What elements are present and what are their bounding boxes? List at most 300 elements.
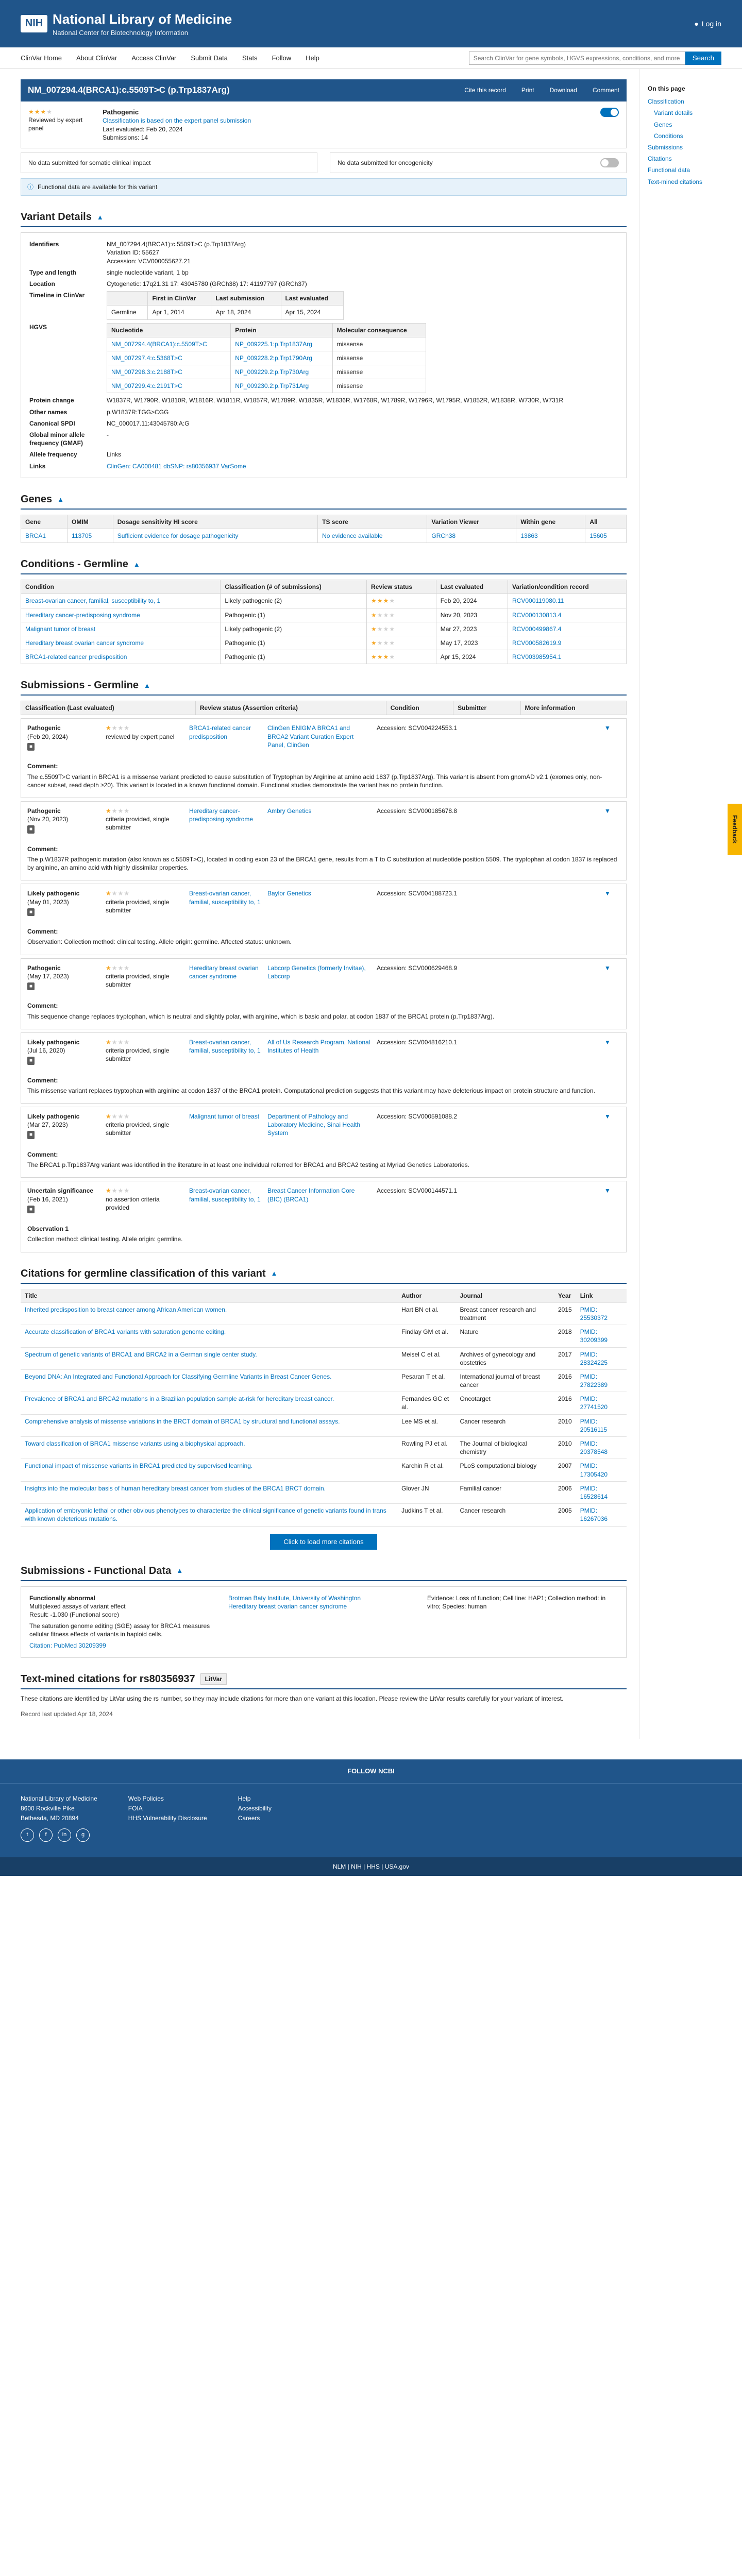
timeline-cell: Apr 1, 2014: [148, 306, 211, 319]
condition-stars: ★★★★: [367, 594, 436, 608]
gene-omim[interactable]: 113705: [68, 529, 113, 543]
sidebar-item-submissions[interactable]: Submissions: [648, 143, 683, 151]
allele-frequency-label: Allele frequency: [29, 451, 77, 459]
external-links[interactable]: ClinGen: CA000481 dbSNP: rs80356937 VarSome: [107, 462, 246, 470]
citations-header: Link: [576, 1289, 627, 1303]
variant-headline: [21, 79, 627, 101]
gene-within[interactable]: 13863: [516, 529, 585, 543]
submission-submitter[interactable]: Breast Cancer Information Core (BIC) (BRCA1): [267, 1187, 355, 1203]
hgvs-table: [107, 323, 426, 394]
submission-classification: [27, 1187, 99, 1213]
comment-button[interactable]: Comment: [592, 87, 619, 94]
variant-details-box: [21, 232, 627, 478]
condition-classification: Likely pathogenic (2): [221, 622, 367, 636]
gene-all[interactable]: 15605: [585, 529, 627, 543]
submission-review: [106, 1187, 183, 1213]
submissions-header: Classification (Last evaluated): [21, 701, 196, 715]
collapse-icon[interactable]: ▲: [143, 682, 150, 690]
condition-name[interactable]: Malignant tumor of breast: [21, 622, 221, 636]
clinvar-nav: [0, 47, 742, 69]
condition-rcv[interactable]: RCV000582619.9: [508, 636, 627, 650]
timeline-cell: Germline: [107, 306, 148, 319]
submissions-header-table: [21, 701, 627, 715]
footer-link[interactable]: Careers: [238, 1814, 260, 1822]
footer-link[interactable]: Accessibility: [238, 1804, 272, 1812]
citation-row: [21, 1437, 627, 1459]
citation-title[interactable]: Inherited predisposition to breast cancer among African American women.: [21, 1302, 397, 1325]
submission-submitter[interactable]: Ambry Genetics: [267, 807, 312, 815]
contributing-badge: ■: [27, 1057, 35, 1065]
expand-icon[interactable]: ▼: [604, 1113, 611, 1121]
citation-title[interactable]: Application of embryonic lethal or other obvious phenotypes to characterize the clinical significance of genetic variants found in trans with known deleterious mutations.: [21, 1504, 397, 1526]
citation-title[interactable]: Insights into the molecular basis of human hereditary breast cancer from studies of the BRCA1 BRCT domain.: [21, 1481, 397, 1503]
collapse-icon[interactable]: ▲: [271, 1269, 278, 1278]
expand-icon[interactable]: ▼: [604, 890, 611, 897]
nlm-logo[interactable]: [21, 10, 232, 38]
functional-title: Submissions - Functional Data: [21, 1565, 172, 1577]
condition-classification: Likely pathogenic (2): [221, 594, 367, 608]
submission-condition[interactable]: Hereditary cancer-predisposing syndrome: [189, 807, 254, 823]
citation-journal: International journal of breast cancer: [456, 1369, 554, 1392]
submission-condition[interactable]: Malignant tumor of breast: [189, 1113, 260, 1121]
submission-classification-value: Pathogenic: [27, 964, 61, 972]
condition-classification: Pathogenic (1): [221, 650, 367, 664]
timeline-cell: Apr 18, 2024: [211, 306, 281, 319]
submission-card: [21, 1107, 627, 1178]
citation-pmid[interactable]: PMID: 30209399: [576, 1325, 627, 1347]
login-button[interactable]: [694, 19, 721, 29]
condition-row: [21, 594, 627, 608]
protein-change-value: W1837R, W1790R, W1810R, W1816R, W1811R, W1857R, W1789R, W1835R, W1836R, W1768R, W1789R, W1796R, W1795R, W1852R, W1838R, W730R, W731R: [107, 397, 564, 404]
contributing-badge: ■: [27, 1131, 35, 1139]
citation-author: Karchin R et al.: [397, 1459, 456, 1481]
submissions-header: Review status (Assertion criteria): [195, 701, 386, 715]
submission-classification-value: Likely pathogenic: [27, 1038, 80, 1046]
citation-title[interactable]: Beyond DNA: An Integrated and Functional Approach for Classifying Germline Variants in Breast Cancer Genes.: [21, 1369, 397, 1392]
gene-row: [21, 529, 627, 543]
social-links: [21, 1828, 97, 1842]
submission-classification: [27, 807, 99, 834]
citation-year: 2018: [554, 1325, 576, 1347]
citations-heading[interactable]: [21, 1267, 627, 1284]
variation-id: Variation ID: 55627: [107, 249, 159, 257]
condition-date: Apr 15, 2024: [436, 650, 508, 664]
gene-ts-score[interactable]: No evidence available: [318, 529, 427, 543]
contributing-badge: ■: [27, 743, 35, 751]
submission-comment-title: Comment:: [27, 1002, 58, 1010]
citations-header: Author: [397, 1289, 456, 1303]
functional-box: [21, 1586, 627, 1658]
submission-classification-value: Pathogenic: [27, 807, 61, 815]
submission-comment-text: The BRCA1 p.Trp1837Arg variant was identified in the literature in at least one individual referred for BRCA1 and BRCA2 testing at Myriad Genetics Laboratories.: [27, 1161, 469, 1169]
footer-help: [238, 1794, 272, 1842]
citation-row: [21, 1414, 627, 1436]
condition-row: [21, 636, 627, 650]
citation-journal: PLoS computational biology: [456, 1459, 554, 1481]
expand-icon[interactable]: ▼: [604, 1187, 611, 1195]
info-icon: ⓘ: [27, 183, 34, 191]
oncogenicity-text: No data submitted for oncogenicity: [338, 159, 433, 166]
citation-year: 2010: [554, 1414, 576, 1436]
submission-count: Submissions: 14: [103, 133, 148, 141]
submission-comment-title: Comment:: [27, 762, 58, 770]
search-input[interactable]: [469, 52, 685, 65]
page-sidebar: [639, 69, 742, 1739]
submission-more-info: Accession: SCV004188723.1: [377, 890, 458, 897]
type-value: single nucleotide variant, 1 bp: [107, 268, 189, 276]
condition-stars: ★★★★: [367, 650, 436, 664]
download-button[interactable]: Download: [549, 87, 577, 94]
citation-row: [21, 1325, 627, 1347]
user-icon: ●: [694, 19, 699, 28]
genes-header: Gene: [21, 515, 68, 529]
citation-year: 2016: [554, 1392, 576, 1414]
hgvs-consequence: missense: [332, 337, 426, 351]
hgvs-protein[interactable]: NP_009229.2:p.Trp730Arg: [231, 365, 332, 379]
submission-card: [21, 718, 627, 798]
citation-title[interactable]: Comprehensive analysis of missense variations in the BRCT domain of BRCA1 by structural and functional assays.: [21, 1414, 397, 1436]
citation-row: [21, 1392, 627, 1414]
submission-classification-value: Pathogenic: [27, 724, 61, 732]
functional-result: Result: -1.030 (Functional score): [29, 1611, 120, 1618]
condition-date: Mar 27, 2023: [436, 622, 508, 636]
hgvs-protein[interactable]: NP_009225.1:p.Trp1837Arg: [231, 337, 332, 351]
submission-card: [21, 801, 627, 880]
gene-symbol[interactable]: BRCA1: [21, 529, 68, 543]
condition-name[interactable]: Hereditary cancer-predisposing syndrome: [21, 608, 221, 622]
nav-stats[interactable]: Stats: [242, 54, 258, 62]
submission-comment: [27, 1150, 620, 1172]
condition-classification: Pathogenic (1): [221, 608, 367, 622]
submission-submitter[interactable]: Labcorp Genetics (formerly Invitae), Labcorp: [267, 964, 366, 980]
functional-data-banner: [21, 178, 627, 196]
contributing-badge: ■: [27, 982, 35, 991]
conditions-header: Variation/condition record: [508, 580, 627, 594]
submission-review: [106, 1112, 183, 1139]
citation-title[interactable]: Accurate classification of BRCA1 variants with saturation genome editing.: [21, 1325, 397, 1347]
hgvs-nucleotide[interactable]: NM_007297.4:c.5368T>C: [107, 351, 231, 365]
submission-more-info: Accession: SCV000185678.8: [377, 807, 458, 815]
condition-rcv[interactable]: RCV003985954.1: [508, 650, 627, 664]
submission-date: (Nov 20, 2023): [27, 816, 69, 823]
citations-header: Title: [21, 1289, 397, 1303]
submission-date: (May 17, 2023): [27, 972, 69, 980]
review-status: [28, 108, 90, 142]
citations-header: Journal: [456, 1289, 554, 1303]
litvar-badge[interactable]: LitVar: [200, 1673, 227, 1685]
citation-author: Hart BN et al.: [397, 1302, 456, 1325]
submission-date: (Feb 20, 2024): [27, 733, 68, 740]
functional-interpretation: Functionally abnormal: [29, 1594, 96, 1602]
genes-header: All: [585, 515, 627, 529]
timeline-header: Last submission: [211, 292, 281, 306]
footer-policies: [128, 1794, 207, 1842]
citation-author: Findlay GM et al.: [397, 1325, 456, 1347]
canonical-spdi-label: Canonical SPDI: [29, 419, 75, 427]
condition-name[interactable]: BRCA1-related cancer predisposition: [21, 650, 221, 664]
citation-year: 2016: [554, 1369, 576, 1392]
submission-comment: [27, 1225, 620, 1246]
collapse-icon[interactable]: ▲: [133, 560, 140, 568]
citation-pmid[interactable]: PMID: 16528614: [576, 1481, 627, 1503]
submission-comment-text: The p.W1837R pathogenic mutation (also known as c.5509T>C), located in coding exon 23 of the BRCA1 gene, results from a T to C substitution at nucleotide position 5509. The tryptophan at codon 1837 is replaced by arginine, an amino acid with highly dissimilar properties.: [27, 855, 617, 872]
classification-value: Pathogenic: [103, 108, 139, 116]
textmined-heading[interactable]: [21, 1672, 627, 1689]
print-button[interactable]: Print: [521, 87, 534, 94]
submission-condition[interactable]: Breast-ovarian cancer, familial, susceptibility to, 1: [189, 890, 261, 906]
conditions-header: Review status: [367, 580, 436, 594]
hgvs-nucleotide[interactable]: NM_007299.4:c.2191T>C: [107, 379, 231, 393]
citation-pmid[interactable]: PMID: 25530372: [576, 1302, 627, 1325]
submission-stars: ★★★★: [106, 890, 130, 897]
search-button[interactable]: Search: [685, 52, 721, 65]
somatic-toggle[interactable]: [600, 158, 619, 167]
submission-stars: ★★★★: [106, 1113, 130, 1121]
citation-journal: Breast cancer research and treatment: [456, 1302, 554, 1325]
textmined-note: These citations are identified by LitVar using the rs number, so they may include citations for more than one variant at this location. Please review the LitVar results carefully for your variant of interest.: [21, 1694, 564, 1702]
sidebar-item-functional[interactable]: Functional data: [648, 166, 690, 174]
conditions-heading[interactable]: [21, 557, 627, 574]
sidebar-title: On this page: [648, 85, 685, 92]
citation-author: Rowling PJ et al.: [397, 1437, 456, 1459]
conditions-header: Classification (# of submissions): [221, 580, 367, 594]
functional-condition[interactable]: Hereditary breast ovarian cancer syndrome: [228, 1602, 347, 1610]
citation-row: [21, 1369, 627, 1392]
hgvs-consequence: missense: [332, 379, 426, 393]
genes-title: Genes: [21, 493, 53, 505]
github-icon[interactable]: g: [76, 1828, 90, 1842]
footer-bottom: NLM | NIH | HHS | USA.gov: [0, 1857, 742, 1876]
citation-row: [21, 1459, 627, 1481]
nav-clinvar-home[interactable]: ClinVar Home: [21, 54, 62, 62]
genes-heading[interactable]: [21, 493, 627, 510]
contributing-badge: ■: [27, 825, 35, 834]
footer-link[interactable]: HHS Vulnerability Disclosure: [128, 1814, 207, 1822]
submission-comment: [27, 1076, 620, 1098]
oncogenicity-box: [330, 152, 627, 173]
submission-stars: ★★★★: [106, 1038, 130, 1046]
condition-row: [21, 622, 627, 636]
sidebar-item-textmined[interactable]: Text-mined citations: [648, 178, 703, 185]
hgvs-row: [107, 351, 426, 365]
classification-note[interactable]: Classification is based on the expert panel submission: [103, 117, 251, 125]
accession: Accession: VCV000055627.21: [107, 257, 191, 265]
submission-more-info: Accession: SCV000144571.1: [377, 1187, 458, 1195]
genes-header: Variation Viewer: [427, 515, 516, 529]
submission-review: [106, 964, 183, 991]
citation-pmid[interactable]: PMID: 20378548: [576, 1437, 627, 1459]
submission-condition[interactable]: BRCA1-related cancer predisposition: [189, 724, 251, 740]
citation-title[interactable]: Toward classification of BRCA1 missense variants using a biophysical approach.: [21, 1437, 397, 1459]
citation-journal: Familial cancer: [456, 1481, 554, 1503]
sidebar-item-classification[interactable]: Classification: [648, 98, 684, 106]
condition-rcv[interactable]: RCV000130813.4: [508, 608, 627, 622]
germline-toggle[interactable]: [600, 108, 619, 117]
citation-row: [21, 1347, 627, 1369]
nlm-header: [0, 0, 742, 47]
submission-comment: [27, 1002, 620, 1023]
nih-logo-icon: NIH: [21, 15, 47, 32]
location-label: Location: [29, 280, 55, 287]
follow-ncbi: FOLLOW NCBI: [0, 1759, 742, 1783]
submission-classification: [27, 724, 99, 751]
collapse-icon[interactable]: ▲: [57, 495, 64, 503]
allele-frequency-value: Links: [107, 451, 122, 459]
functional-submitter[interactable]: Brotman Baty Institute, University of Washington: [228, 1594, 361, 1602]
citation-year: 2005: [554, 1504, 576, 1526]
hgvs-header: Nucleotide: [107, 323, 231, 337]
citation-journal: Cancer research: [456, 1504, 554, 1526]
variant-name: NM_007294.4(BRCA1):c.5509T>C (p.Trp1837Arg): [28, 85, 230, 95]
timeline-header: Last evaluated: [281, 292, 343, 306]
citation-pmid[interactable]: PMID: 27822389: [576, 1369, 627, 1392]
submission-condition[interactable]: Breast-ovarian cancer, familial, susceptibility to, 1: [189, 1187, 261, 1203]
gene-hi-score[interactable]: Sufficient evidence for dosage pathogenicity: [113, 529, 317, 543]
citations-header: Year: [554, 1289, 576, 1303]
citation-journal: Archives of gynecology and obstetrics: [456, 1347, 554, 1369]
citation-pmid[interactable]: PMID: 17305420: [576, 1459, 627, 1481]
timeline-table: [107, 291, 344, 319]
condition-name[interactable]: Hereditary breast ovarian cancer syndrome: [21, 636, 221, 650]
submission-review-status: criteria provided, single submitter: [106, 972, 170, 988]
citation-year: 2007: [554, 1459, 576, 1481]
footer-link[interactable]: Web Policies: [128, 1794, 164, 1802]
hgvs-nucleotide[interactable]: NM_007298.3:c.2188T>C: [107, 365, 231, 379]
last-updated: Record last updated Apr 18, 2024: [21, 1710, 113, 1718]
identifiers-label: Identifiers: [29, 241, 59, 248]
citation-journal: Oncotarget: [456, 1392, 554, 1414]
footer-link[interactable]: Help: [238, 1794, 251, 1802]
nav-access[interactable]: Access ClinVar: [131, 54, 177, 62]
submissions-header: More information: [520, 701, 626, 715]
hgvs-protein[interactable]: NP_009228.2:p.Trp1790Arg: [231, 351, 332, 365]
canonical-spdi-value: NC_000017.11:43045780:A:G: [107, 419, 190, 427]
twitter-icon[interactable]: t: [21, 1828, 34, 1842]
variant-details-heading[interactable]: [21, 210, 627, 227]
links-label: Links: [29, 462, 46, 470]
submission-date: (Jul 16, 2020): [27, 1047, 65, 1055]
condition-rcv[interactable]: RCV000499867.4: [508, 622, 627, 636]
genes-header: OMIM: [68, 515, 113, 529]
facebook-icon[interactable]: f: [39, 1828, 53, 1842]
hgvs-row: [107, 379, 426, 393]
citation-author: Meisel C et al.: [397, 1347, 456, 1369]
citation-author: Glover JN: [397, 1481, 456, 1503]
genes-table: [21, 515, 627, 543]
somatic-impact-box: [21, 152, 317, 173]
submission-submitter[interactable]: Baylor Genetics: [267, 890, 311, 897]
citation-year: 2017: [554, 1347, 576, 1369]
citation-journal: The Journal of biological chemistry: [456, 1437, 554, 1459]
type-label: Type and length: [29, 268, 77, 276]
load-more-citations-button[interactable]: Click to load more citations: [270, 1534, 377, 1550]
citation-pmid[interactable]: PMID: 20516115: [576, 1414, 627, 1436]
submission-comment-title: Comment:: [27, 928, 58, 936]
genes-header: Dosage sensitivity HI score: [113, 515, 317, 529]
citation-title[interactable]: Functional impact of missense variants in BRCA1 predicted by supervised learning.: [21, 1459, 397, 1481]
submission-condition[interactable]: Hereditary breast ovarian cancer syndrome: [189, 964, 259, 980]
sidebar-item-variant-details[interactable]: Variant details: [654, 109, 693, 117]
submission-review: [106, 807, 183, 834]
location-value: Cytogenetic: 17q21.31 17: 43045780 (GRCh38) 17: 41197797 (GRCh37): [107, 280, 307, 287]
cite-button[interactable]: Cite this record: [464, 87, 506, 94]
feedback-tab[interactable]: Feedback: [728, 804, 742, 855]
citation-author: Judkins T et al.: [397, 1504, 456, 1526]
citation-journal: Cancer research: [456, 1414, 554, 1436]
submission-comment: [27, 845, 620, 875]
condition-classification: Pathogenic (1): [221, 636, 367, 650]
submission-comment-text: Observation: Collection method: clinical testing. Allele origin: germline. Affected status: unknown.: [27, 938, 292, 946]
expand-icon[interactable]: ▼: [604, 807, 611, 815]
submission-date: (Feb 16, 2021): [27, 1195, 68, 1203]
condition-stars: ★★★★: [367, 608, 436, 622]
citation-pmid[interactable]: PMID: 28324225: [576, 1347, 627, 1369]
expand-icon[interactable]: ▼: [604, 1038, 611, 1046]
other-names-value: p.W1837R:TGG>CGG: [107, 408, 169, 416]
submission-date: (Mar 27, 2023): [27, 1121, 68, 1129]
submission-card: [21, 958, 627, 1029]
submissions-header: Condition: [386, 701, 453, 715]
submission-comment-text: This sequence change replaces tryptophan, which is neutral and slightly polar, with arginine, which is basic and polar, at codon 1837 of the BRCA1 protein (p.Trp1837Arg).: [27, 1012, 495, 1020]
collapse-icon[interactable]: ▲: [96, 213, 104, 221]
submission-submitter[interactable]: All of Us Research Program, National Institutes of Health: [267, 1038, 370, 1055]
submission-more-info: Accession: SCV000629468.9: [377, 964, 458, 972]
expand-icon[interactable]: ▼: [604, 724, 611, 732]
nav-follow[interactable]: Follow: [272, 54, 292, 62]
hgvs-header: Protein: [231, 323, 332, 337]
condition-row: [21, 650, 627, 664]
submission-submitter[interactable]: Department of Pathology and Laboratory Medicine, Sinai Health System: [267, 1113, 361, 1137]
condition-rcv[interactable]: RCV000119080.11: [508, 594, 627, 608]
hgvs-protein[interactable]: NP_009230.2:p.Trp731Arg: [231, 379, 332, 393]
site-subtitle: National Center for Biotechnology Information: [53, 28, 189, 37]
nav-help[interactable]: Help: [306, 54, 319, 62]
expand-icon[interactable]: ▼: [604, 964, 611, 972]
nav-submit[interactable]: Submit Data: [191, 54, 228, 62]
hgvs-nucleotide[interactable]: NM_007294.4(BRCA1):c.5509T>C: [107, 337, 231, 351]
footer-link[interactable]: FOIA: [128, 1804, 143, 1812]
submission-classification: [27, 1038, 99, 1065]
gene-viewer[interactable]: GRCh38: [427, 529, 516, 543]
submission-condition[interactable]: Breast-ovarian cancer, familial, susceptibility to, 1: [189, 1038, 261, 1055]
citation-year: 2006: [554, 1481, 576, 1503]
citation-row: [21, 1302, 627, 1325]
linkedin-icon[interactable]: in: [58, 1828, 71, 1842]
citations-title: Citations for germline classification of this variant: [21, 1267, 266, 1279]
submissions-heading[interactable]: [21, 679, 627, 696]
other-names-label: Other names: [29, 408, 68, 416]
citation-pmid[interactable]: PMID: 27741520: [576, 1392, 627, 1414]
submission-more-info: Accession: SCV004816210.1: [377, 1038, 458, 1046]
submission-card: [21, 1181, 627, 1252]
citation-title[interactable]: Spectrum of genetic variants of BRCA1 and BRCA2 in a German single center study.: [21, 1347, 397, 1369]
sidebar-item-genes[interactable]: Genes: [654, 121, 672, 128]
sidebar-item-citations[interactable]: Citations: [648, 155, 672, 163]
citation-title[interactable]: Prevalence of BRCA1 and BRCA2 mutations in a Brazilian population sample at-risk for hereditary breast cancer.: [21, 1392, 397, 1414]
submission-classification-value: Uncertain significance: [27, 1187, 94, 1195]
sidebar-item-conditions[interactable]: Conditions: [654, 132, 683, 140]
submission-submitter[interactable]: ClinGen ENIGMA BRCA1 and BRCA2 Variant Curation Expert Panel, ClinGen: [267, 724, 354, 749]
collapse-icon[interactable]: ▲: [176, 1567, 183, 1575]
contributing-badge: ■: [27, 1206, 35, 1214]
condition-name[interactable]: Breast-ovarian cancer, familial, susceptibility to, 1: [21, 594, 221, 608]
submission-review-status: criteria provided, single submitter: [106, 1121, 170, 1137]
submission-classification-value: Likely pathogenic: [27, 890, 80, 897]
nav-about[interactable]: About ClinVar: [76, 54, 117, 62]
functional-heading[interactable]: [21, 1564, 627, 1581]
functional-citation[interactable]: Citation: PubMed 30209399: [29, 1642, 106, 1650]
citation-pmid[interactable]: PMID: 16267036: [576, 1504, 627, 1526]
